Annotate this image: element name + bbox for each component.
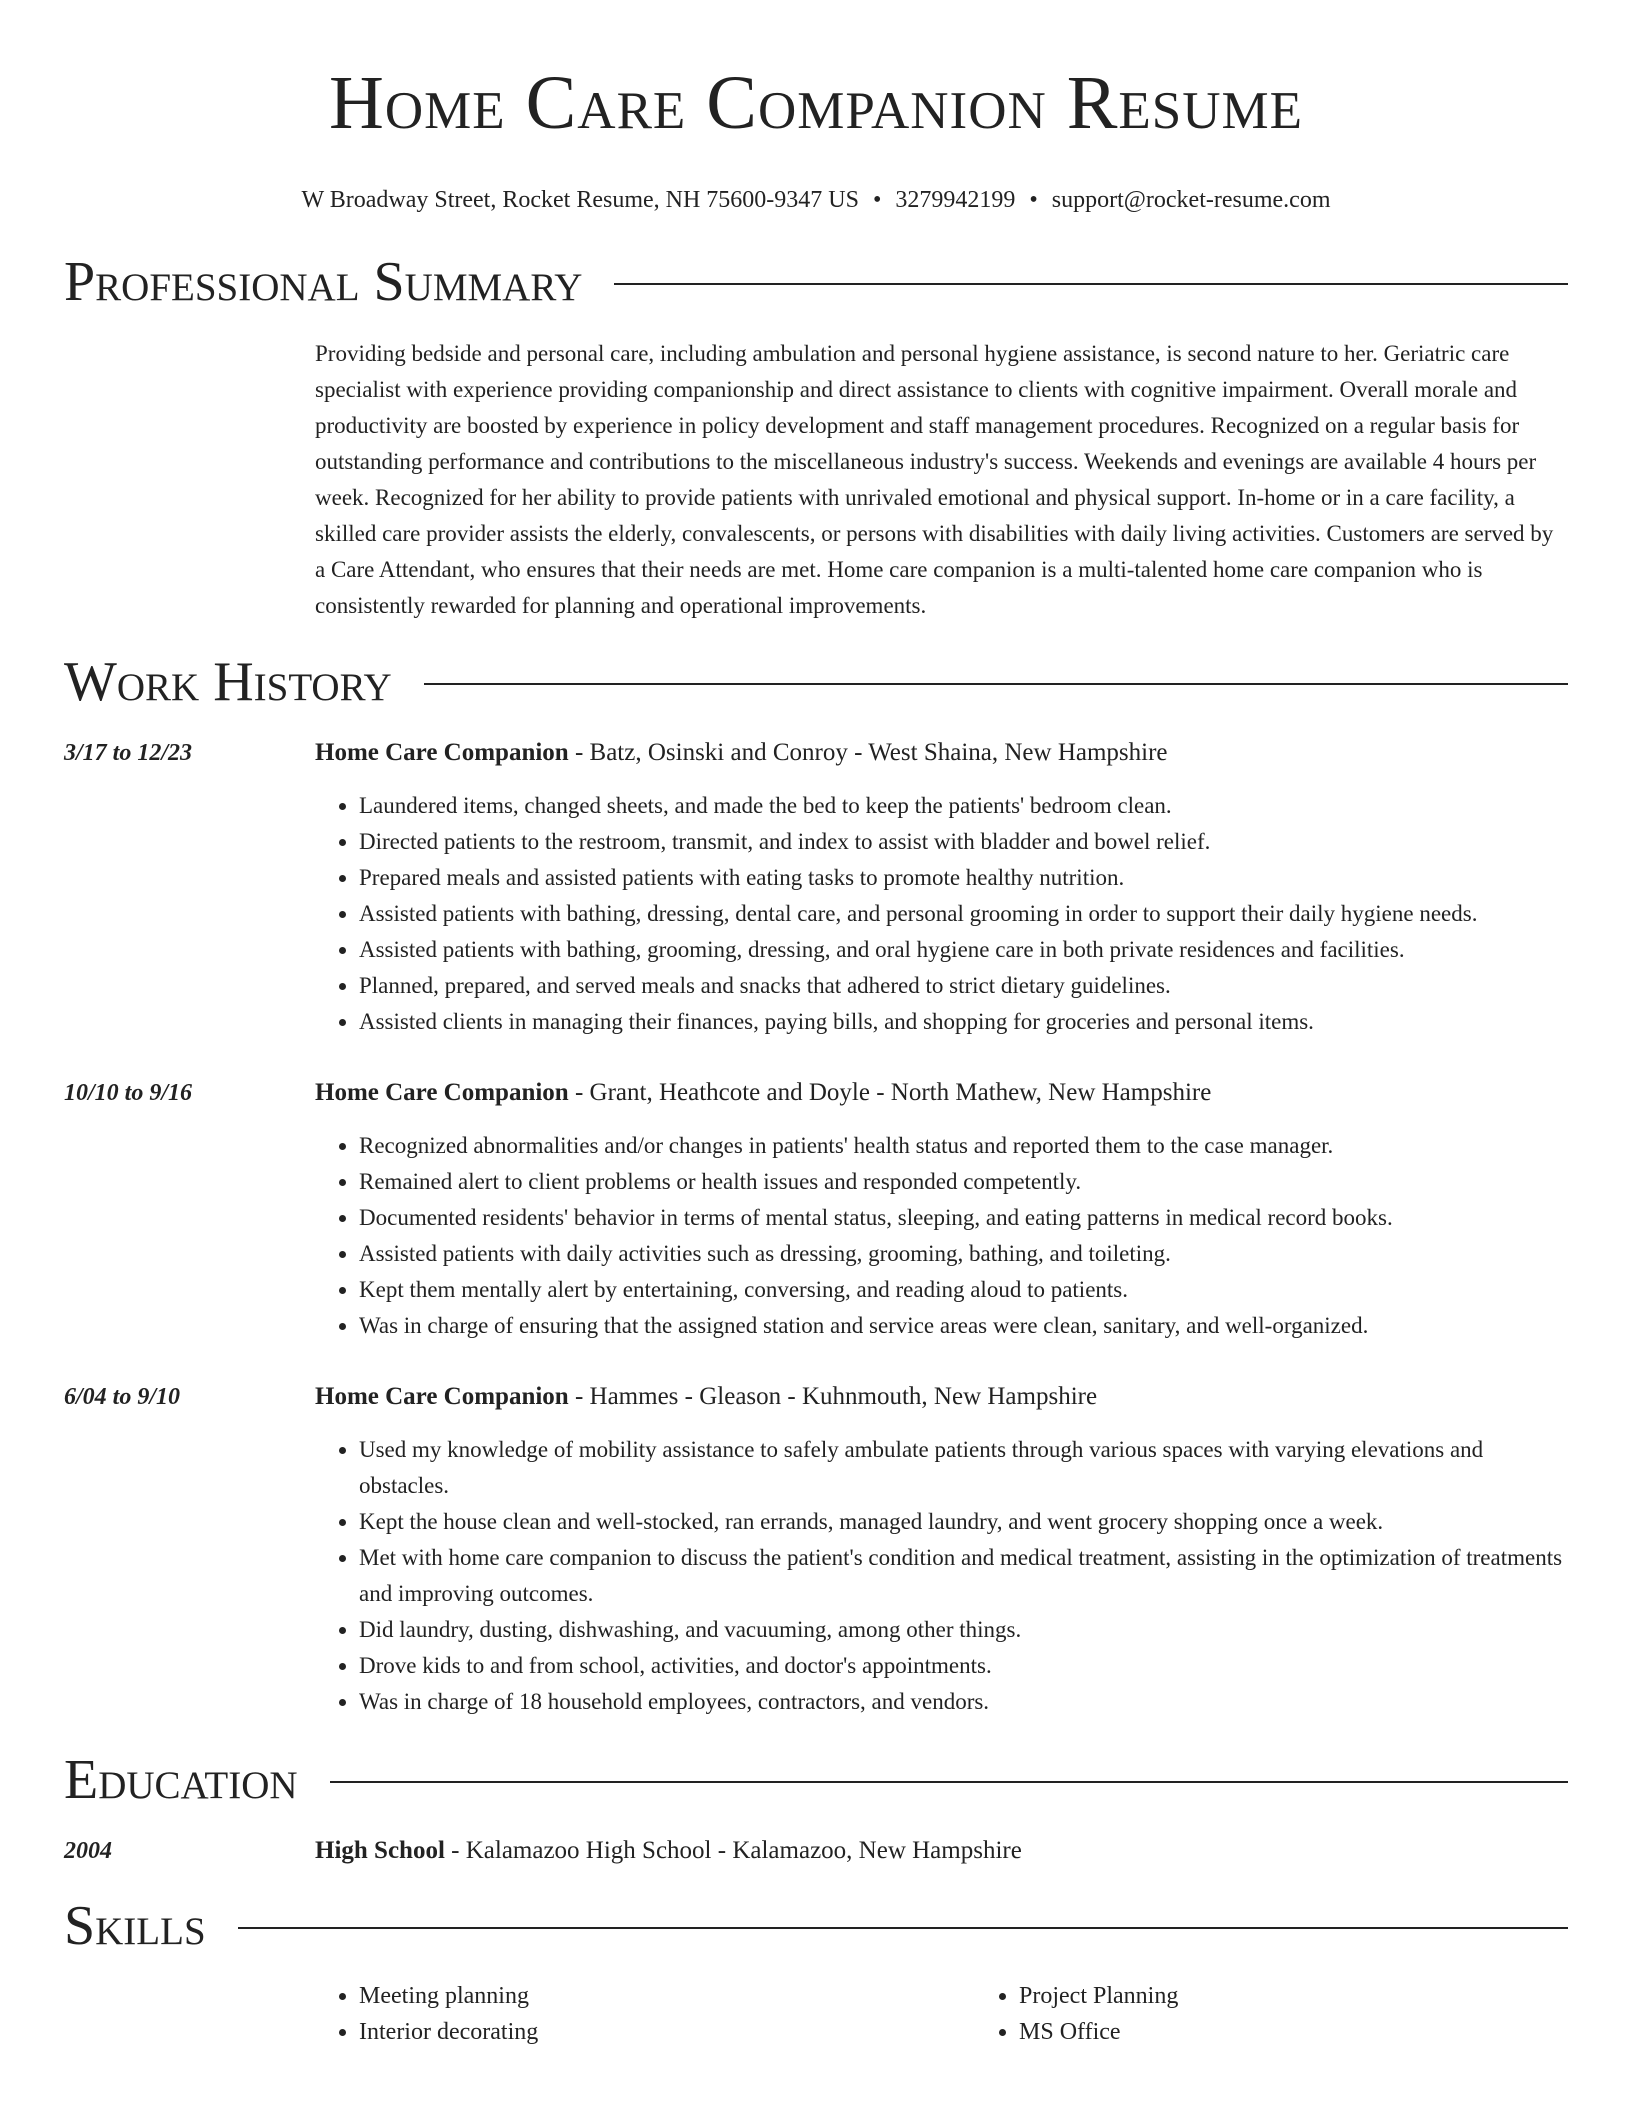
skill-item: • Project Planning: [1019, 1978, 1632, 2014]
section-divider: [238, 1927, 1568, 1929]
skills-column-right: [975, 1978, 1632, 2050]
job-heading: [315, 1380, 1568, 1414]
contact-address: W Broadway Street, Rocket Resume, NH 75600-9347 US: [301, 187, 859, 213]
summary-body: [315, 336, 1568, 624]
job-body: [315, 736, 1568, 1040]
job-bullet: • Laundered items, changed sheets, and made the bed to keep the patients' bedroom clean.: [359, 788, 1568, 824]
skill-item: • Meeting planning: [359, 1978, 975, 2014]
job-bullet: • Remained alert to client problems or health issues and responded competently.: [359, 1164, 1568, 1200]
section-divider: [614, 283, 1568, 285]
education-degree: High School: [315, 1837, 445, 1864]
job-heading: [315, 736, 1568, 770]
skills-row: [64, 1978, 1568, 2050]
job-bullet: • Directed patients to the restroom, transmit, and index to assist with bladder and bowel relief.: [359, 824, 1568, 860]
job-company-location: - Grant, Heathcote and Doyle - North Mathew, New Hampshire: [568, 1079, 1212, 1106]
job-bullet: • Documented residents' behavior in terms of mental status, sleeping, and eating patterns in medical record books.: [359, 1200, 1568, 1236]
work-history-list: [64, 736, 1568, 1720]
resume-title: Home Care Companion Resume: [328, 61, 1304, 145]
work-section-header: [64, 650, 1568, 714]
work-heading: Work History: [64, 651, 392, 713]
job-bullet: • Recognized abnormalities and/or changes in patients' health status and reported them to the case manager.: [359, 1128, 1568, 1164]
skill-item: • MS Office: [1019, 2014, 1632, 2050]
job-entry: [64, 1076, 1568, 1344]
job-bullet: • Prepared meals and assisted patients with eating tasks to promote healthy nutrition.: [359, 860, 1568, 896]
job-bullet: • Assisted patients with daily activities such as dressing, grooming, bathing, and toileting.: [359, 1236, 1568, 1272]
skills-left-spacer: [64, 1978, 315, 2050]
job-bullet: • Assisted patients with bathing, dressing, dental care, and personal grooming in order to support their daily hygiene needs.: [359, 896, 1568, 932]
summary-row: [64, 336, 1568, 624]
summary-heading: Professional Summary: [64, 251, 583, 313]
education-year: 2004: [64, 1838, 112, 1864]
job-bullet: • Used my knowledge of mobility assistance to safely ambulate patients through various spaces with varying elevations and obstacles.: [359, 1432, 1568, 1504]
job-body: [315, 1380, 1568, 1720]
job-body: [315, 1076, 1568, 1344]
job-bullets: [315, 788, 1568, 1040]
job-heading: [315, 1076, 1568, 1110]
summary-section-header: [64, 250, 1568, 314]
job-company-location: - Batz, Osinski and Conroy - West Shaina, New Hampshire: [568, 739, 1168, 766]
job-title: Home Care Companion: [315, 1383, 569, 1410]
job-bullet: • Did laundry, dusting, dishwashing, and vacuuming, among other things.: [359, 1612, 1568, 1648]
skill-item: • Interior decorating: [359, 2014, 975, 2050]
job-dates: 6/04 to 9/10: [64, 1384, 181, 1410]
job-entry: [64, 736, 1568, 1040]
education-entry: [64, 1834, 1568, 1868]
job-bullets: [315, 1432, 1568, 1720]
education-details: - Kalamazoo High School - Kalamazoo, New Hampshire: [444, 1837, 1022, 1864]
contact-line: [64, 184, 1568, 216]
contact-separator: •: [872, 187, 882, 213]
contact-phone: 3279942199: [895, 187, 1016, 213]
job-bullet: • Met with home care companion to discuss the patient's condition and medical treatment, assisting in the optimization of treatments and improving outcomes.: [359, 1540, 1568, 1612]
contact-email: support@rocket-resume.com: [1051, 187, 1331, 213]
section-divider: [424, 683, 1568, 685]
job-dates: 3/17 to 12/23: [64, 740, 193, 766]
skills-grid: [315, 1978, 1632, 2050]
job-bullet: • Kept them mentally alert by entertaining, conversing, and reading aloud to patients.: [359, 1272, 1568, 1308]
section-divider: [330, 1781, 1568, 1783]
job-bullet: • Drove kids to and from school, activities, and doctor's appointments.: [359, 1648, 1568, 1684]
job-bullet: • Was in charge of 18 household employees, contractors, and vendors.: [359, 1684, 1568, 1720]
skills-column-left: [315, 1978, 975, 2050]
job-bullet: • Assisted patients with bathing, grooming, dressing, and oral hygiene care in both private residences and facilities.: [359, 932, 1568, 968]
job-entry: [64, 1380, 1568, 1720]
skills-heading: Skills: [64, 1895, 206, 1957]
job-bullet: • Was in charge of ensuring that the assigned station and service areas were clean, sanitary, and well-organized.: [359, 1308, 1568, 1344]
job-bullets: [315, 1128, 1568, 1344]
job-bullet: • Kept the house clean and well-stocked, ran errands, managed laundry, and went grocery shopping once a week.: [359, 1504, 1568, 1540]
summary-text: Providing bedside and personal care, including ambulation and personal hygiene assistance, is second nature to her. Geriatric care specialist with experience providing companionship and direct assistance to clients with cognitive impairment. Overall morale and productivity are boosted by experience in policy development and staff management procedures. Recognized on a regular basis for outstanding performance and contributions to the miscellaneous industry's success. Weekends and evenings are available 4 hours per week. Recognized for her ability to provide patients with unrivaled emotional and physical support. In-home or in a care facility, a skilled care provider assists the elderly, convalescents, or persons with disabilities with daily living activities. Customers are served by a Care Attendant, who ensures that their needs are met. Home care companion is a multi-talented home care companion who is consistently rewarded for planning and operational improvements.: [315, 341, 1554, 618]
contact-separator: •: [1029, 187, 1038, 213]
summary-left-spacer: [64, 336, 315, 624]
education-line: [315, 1834, 1568, 1868]
job-dates: 10/10 to 9/16: [64, 1080, 193, 1106]
education-section-header: [64, 1748, 1568, 1812]
job-bullet: • Assisted clients in managing their finances, paying bills, and shopping for groceries and personal items.: [359, 1004, 1568, 1040]
job-title: Home Care Companion: [315, 739, 569, 766]
job-company-location: - Hammes - Gleason - Kuhnmouth, New Hampshire: [568, 1383, 1098, 1410]
skills-section-header: [64, 1894, 1568, 1958]
job-bullet: • Planned, prepared, and served meals and snacks that adhered to strict dietary guidelines.: [359, 968, 1568, 1004]
education-heading: Education: [64, 1749, 298, 1811]
job-title: Home Care Companion: [315, 1079, 569, 1106]
